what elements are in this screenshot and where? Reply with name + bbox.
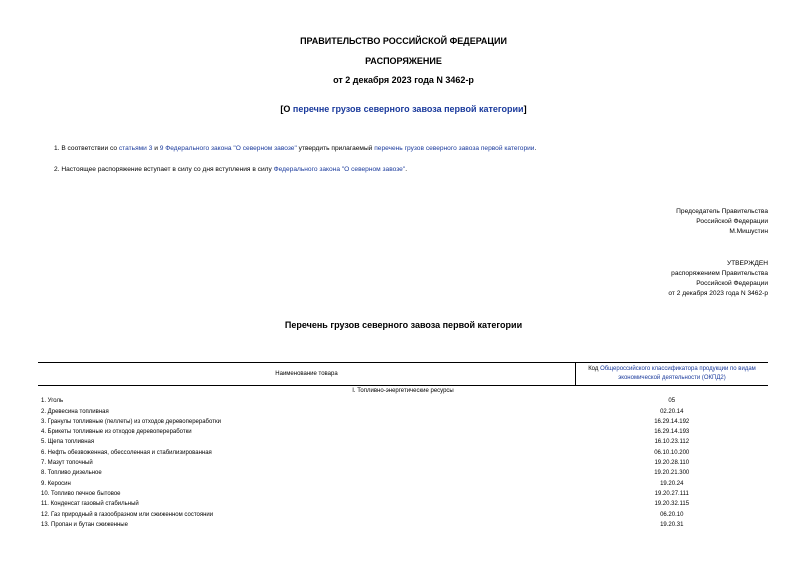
paragraph-2 bbox=[54, 166, 407, 173]
title-bracket-open: [О bbox=[280, 104, 293, 114]
table-header-row bbox=[38, 363, 768, 386]
column-header-code bbox=[576, 363, 769, 386]
table-row bbox=[38, 427, 768, 437]
cargo-code: 19.20.31 bbox=[660, 521, 684, 528]
approval-block bbox=[668, 259, 768, 299]
cargo-name: 7. Мазут топочный bbox=[41, 460, 93, 467]
table-row bbox=[38, 520, 768, 530]
cargo-name: 12. Газ природный в газообразном или сжиженном состоянии bbox=[41, 511, 214, 518]
cargo-code: 02.20.14 bbox=[660, 408, 684, 415]
document-type: РАСПОРЯЖЕНИЕ bbox=[365, 56, 442, 66]
title-link[interactable]: перечне грузов северного завоза первой категории bbox=[292, 104, 524, 114]
cargo-code: 16.29.14.193 bbox=[654, 429, 690, 436]
cargo-code: 16.10.23.112 bbox=[654, 439, 690, 446]
cargo-name: 6. Нефть обезвоженная, обессоленная и стабилизированная bbox=[41, 449, 212, 456]
link-cargo-list[interactable]: перечень грузов северного завоза первой категории bbox=[374, 145, 535, 152]
approval-line: распоряжением Правительства bbox=[671, 270, 768, 277]
paragraph-2-text: 2. Настоящее распоряжение вступает в силу со дня вступления в силу bbox=[54, 166, 274, 173]
cargo-code: 19.20.27.111 bbox=[654, 490, 689, 497]
paragraph-1-text: и bbox=[152, 145, 160, 152]
cargo-name: 11. Конденсат газовый стабильный bbox=[41, 501, 139, 508]
section-title: I. Топливно-энергетические ресурсы bbox=[352, 388, 454, 394]
paragraph-1-text: утвердить прилагаемый bbox=[296, 145, 375, 152]
link-article-9-law[interactable]: 9 Федерального закона "О северном завозе" bbox=[159, 145, 297, 152]
cargo-code: 16.29.14.192 bbox=[654, 418, 690, 425]
table-row bbox=[38, 468, 768, 478]
signature-line: Российской Федерации bbox=[696, 218, 768, 225]
link-article-3[interactable]: статьями 3 bbox=[118, 145, 153, 152]
title-bracket-close: ] bbox=[523, 104, 527, 114]
table-row bbox=[38, 417, 768, 427]
signature-name: М.Мишустин bbox=[729, 228, 768, 235]
table-row bbox=[38, 437, 768, 447]
table-row bbox=[38, 510, 768, 520]
document-date-number: от 2 декабря 2023 года N 3462-р bbox=[333, 75, 474, 85]
link-federal-law[interactable]: Федерального закона "О северном завозе" bbox=[273, 166, 406, 173]
cargo-code: 19.20.21.300 bbox=[654, 470, 690, 477]
approval-line: УТВЕРЖДЕН bbox=[726, 260, 768, 267]
table-body bbox=[38, 396, 768, 530]
document-title bbox=[0, 104, 807, 114]
table-row bbox=[38, 448, 768, 458]
signature-line: Председатель Правительства bbox=[676, 208, 768, 215]
approval-line: Российской Федерации bbox=[696, 280, 768, 287]
paragraph-1-text: 1. В соответствии со bbox=[54, 145, 119, 152]
cargo-name: 8. Топливо дизельное bbox=[41, 470, 102, 477]
okpd2-link[interactable]: Общероссийского классификатора продукции по видам экономической деятельности (ОКПД2) bbox=[600, 366, 756, 381]
table-row bbox=[38, 396, 768, 406]
paragraph-2-text: . bbox=[405, 166, 408, 173]
column-header-name: Наименование товара bbox=[38, 363, 576, 386]
cargo-name: 4. Брикеты топливные из отходов деревопереработки bbox=[41, 429, 192, 436]
government-heading: ПРАВИТЕЛЬСТВО РОССИЙСКОЙ ФЕДЕРАЦИИ bbox=[300, 36, 507, 46]
cargo-name: 13. Пропан и бутан сжиженные bbox=[41, 521, 128, 528]
cargo-code: 05 bbox=[668, 398, 676, 405]
list-title: Перечень грузов северного завоза первой категории bbox=[284, 320, 523, 330]
table-row bbox=[38, 479, 768, 489]
cargo-code: 19.20.24 bbox=[660, 480, 684, 487]
section-row bbox=[38, 386, 768, 397]
cargo-code: 06.20.10 bbox=[660, 511, 684, 518]
cargo-name: 1. Уголь bbox=[41, 398, 64, 405]
cargo-code: 19.20.28.110 bbox=[654, 460, 690, 467]
cargo-code: 19.20.32.115 bbox=[654, 501, 690, 508]
cargo-name: 5. Щепа топливная bbox=[41, 439, 95, 446]
approval-line: от 2 декабря 2023 года N 3462-р bbox=[668, 290, 768, 297]
table-row bbox=[38, 489, 768, 499]
cargo-name: 10. Топливо печное бытовое bbox=[41, 490, 121, 497]
cargo-name: 2. Древесина топливная bbox=[41, 408, 109, 415]
paragraph-1-text: . bbox=[534, 145, 537, 152]
table-row bbox=[38, 407, 768, 417]
cargo-code: 06.10.10.200 bbox=[654, 449, 690, 456]
column-header-code-prefix: Код bbox=[588, 366, 601, 372]
table-row bbox=[38, 458, 768, 468]
cargo-name: 3. Гранулы топливные (пеллеты) из отходов деревопереработки bbox=[41, 418, 221, 425]
cargo-name: 9. Керосин bbox=[41, 480, 71, 487]
paragraph-1 bbox=[54, 145, 536, 152]
table-row bbox=[38, 499, 768, 509]
signature-block bbox=[676, 207, 768, 237]
cargo-table bbox=[38, 362, 768, 530]
